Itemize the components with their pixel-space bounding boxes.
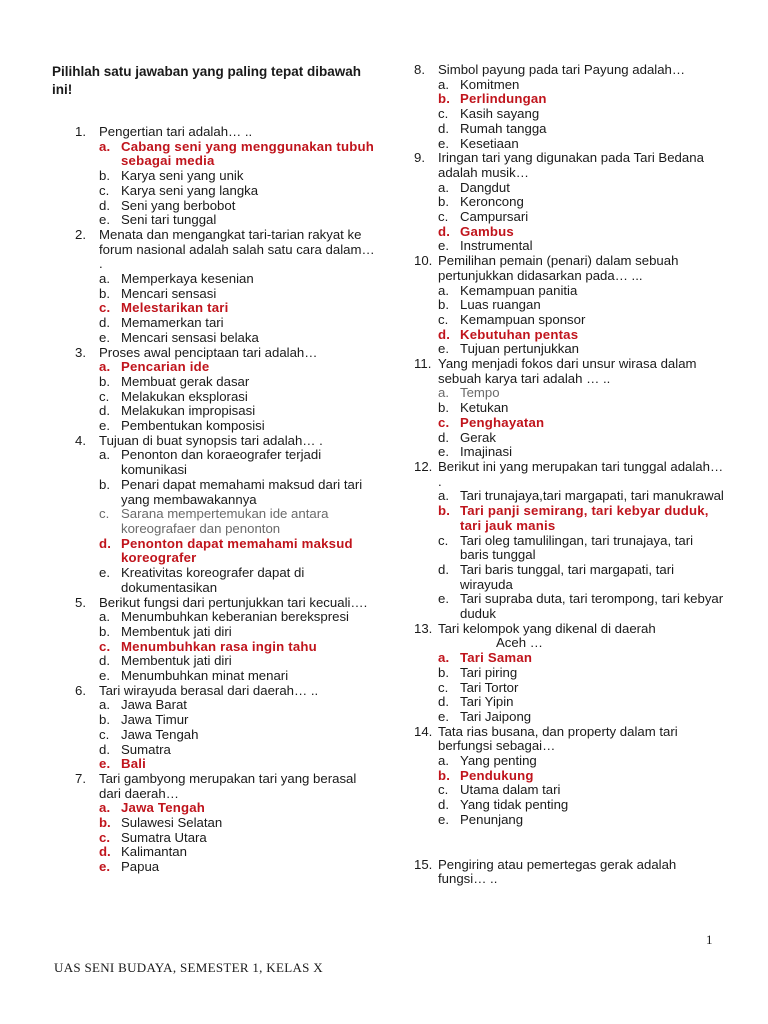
question-number: 9. [414, 150, 425, 166]
question-text: Yang menjadi fokos dari unsur wirasa dalam sebuah karya tari adalah … .. [438, 356, 697, 386]
option-text: Luas ruangan [460, 297, 541, 313]
option-letter: e. [438, 135, 449, 151]
option-letter: c. [99, 506, 110, 522]
page-number: 1 [706, 932, 713, 947]
question-block [414, 460, 724, 622]
question-row [414, 357, 724, 386]
option-text: Melakukan impropisasi [121, 403, 256, 419]
option-letter: a. [438, 179, 449, 195]
option [438, 386, 724, 401]
option-text: Seni yang berbobot [121, 197, 236, 213]
option-text: Tari trunajaya,tari margapati, tari manukrawal [460, 488, 724, 504]
option-text: Karya seni yang unik [121, 168, 244, 184]
option-letter: d. [438, 429, 449, 445]
question-block [414, 151, 724, 254]
spacer [414, 828, 724, 858]
option [438, 210, 724, 225]
option-letter: d. [99, 535, 112, 551]
option-letter: b. [438, 194, 449, 210]
question-number: 14. [414, 723, 433, 739]
option-text: Perlindungan [460, 91, 547, 107]
option [99, 610, 375, 625]
option-letter: e. [99, 212, 110, 228]
option [438, 195, 724, 210]
option-text: Dangdut [460, 179, 510, 195]
option [99, 213, 375, 228]
option [99, 272, 375, 287]
option-letter: e. [438, 708, 449, 724]
option-text: Tari Tortor [460, 679, 519, 695]
option-text: Rumah tangga [460, 120, 547, 136]
question-number: 12. [414, 458, 433, 474]
question-block [414, 357, 724, 460]
question-row [414, 858, 724, 887]
option-letter: e. [438, 811, 449, 827]
option-letter: b. [438, 400, 449, 416]
option [438, 710, 724, 725]
question-text: Pengiring atau pemertegas gerak adalah fungsi… .. [438, 856, 677, 887]
question-block [75, 346, 375, 434]
option [438, 239, 724, 254]
question-block [414, 254, 724, 357]
question-block [414, 622, 724, 725]
option-letter: e. [99, 756, 111, 772]
option-text: Sumatra Utara [121, 829, 207, 845]
question-text: Pemilihan pemain (penari) dalam sebuah pertunjukkan didasarkan pada… ... [438, 253, 679, 283]
answer-option [438, 92, 724, 107]
option [438, 445, 724, 460]
answer-option [99, 640, 375, 655]
option-text: Kebutuhan pentas [460, 326, 579, 342]
option-text: Menumbuhkan rasa ingin tahu [121, 638, 317, 654]
question-row [414, 460, 724, 489]
option [438, 431, 724, 446]
option-letter: b. [99, 476, 110, 492]
option [438, 681, 724, 696]
question-number: 7. [75, 770, 86, 786]
question-row [414, 254, 724, 283]
option [438, 122, 724, 137]
option-text: Tari supraba duta, tari terompong, tari kebyar duduk [460, 591, 724, 622]
left-question-column [75, 125, 375, 875]
option-text: Utama dalam tari [460, 782, 561, 798]
question-block [75, 434, 375, 596]
option-text: Sulawesi Selatan [121, 815, 223, 831]
answer-option [438, 769, 724, 784]
answer-option [99, 360, 375, 375]
option [99, 375, 375, 390]
question-text: Iringan tari yang digunakan pada Tari Bedana adalah musik… [438, 150, 704, 180]
question-row [75, 434, 375, 449]
option [99, 566, 375, 595]
option [99, 728, 375, 743]
option [438, 534, 724, 563]
answer-option [438, 504, 724, 533]
option-letter: e. [99, 859, 110, 875]
option-text: Gerak [460, 429, 496, 445]
option-letter: d. [99, 315, 110, 331]
answer-option [438, 225, 724, 240]
option-letter: b. [438, 297, 449, 313]
option-letter: e. [99, 668, 110, 684]
option [438, 137, 724, 152]
option-letter: b. [438, 664, 449, 680]
option-text: Mencari sensasi [121, 285, 217, 301]
option [99, 287, 375, 302]
option-letter: d. [438, 694, 449, 710]
question-number: 3. [75, 344, 86, 360]
question-text: Tari wirayuda berasal dari daerah… .. [99, 682, 319, 698]
option-text: Jawa Tengah [121, 800, 206, 816]
option-text: Sarana mempertemukan ide antara koreografaer dan penonton [121, 506, 329, 536]
option-text: Gambus [460, 223, 514, 239]
answer-option [99, 140, 375, 169]
question-row [75, 596, 375, 611]
option-text: Melakukan eksplorasi [121, 388, 248, 404]
option-text: Tari Saman [460, 650, 533, 666]
option-letter: d. [99, 653, 110, 669]
option [438, 181, 724, 196]
option [99, 478, 375, 507]
option-letter: c. [99, 726, 110, 742]
question-text: Pengertian tari adalah… .. [99, 124, 253, 139]
question-number: 8. [414, 62, 425, 77]
option-letter: b. [99, 623, 110, 639]
answer-option [99, 537, 375, 566]
option-letter: d. [99, 403, 110, 419]
option [438, 563, 724, 592]
option-text: Jawa Timur [121, 712, 189, 728]
option [99, 199, 375, 214]
option-letter: d. [99, 741, 110, 757]
question-row [414, 63, 724, 78]
option-text: Pencarian ide [121, 359, 210, 375]
option-letter: e. [99, 329, 110, 345]
option-letter: c. [438, 106, 449, 122]
question-block [414, 858, 724, 887]
option [99, 507, 375, 536]
option [438, 798, 724, 813]
question-text: Proses awal penciptaan tari adalah… [99, 344, 318, 360]
option [99, 816, 375, 831]
option-letter: c. [99, 182, 110, 198]
option [99, 860, 375, 875]
option-text: Tari Jaipong [460, 708, 532, 724]
option-text: Tari Yipin [460, 694, 514, 710]
option [438, 313, 724, 328]
question-number: 10. [414, 253, 433, 269]
option-text: Komitmen [460, 76, 520, 92]
question-number: 13. [414, 620, 433, 636]
option-letter: c. [99, 300, 111, 316]
option [438, 754, 724, 769]
option-text: Menumbuhkan minat menari [121, 668, 289, 684]
option [99, 448, 375, 477]
option-letter: e. [438, 341, 449, 357]
option [99, 184, 375, 199]
option-letter: c. [438, 209, 449, 225]
option-letter: a. [99, 138, 111, 154]
option-letter: d. [438, 223, 451, 239]
option [99, 316, 375, 331]
option-text: Seni tari tunggal [121, 212, 217, 228]
option-text: Campursari [460, 209, 529, 225]
question-row [75, 772, 375, 801]
question-text: Tata rias busana, dan property dalam tari berfungsi sebagai… [438, 723, 678, 754]
option-text: Kasih sayang [460, 106, 540, 122]
question-row [75, 125, 375, 140]
question-text-continued: Aceh … [496, 635, 543, 651]
option [438, 695, 724, 710]
option-text: Jawa Barat [121, 697, 187, 713]
question-row [414, 622, 724, 651]
option-letter: b. [99, 168, 110, 184]
question-row [75, 346, 375, 361]
option-text: Pendukung [460, 767, 534, 783]
option-text: Penari dapat memahami maksud dari tari yang membawakannya [121, 476, 363, 507]
answer-option [99, 801, 375, 816]
option [438, 783, 724, 798]
question-row [414, 151, 724, 180]
option [99, 169, 375, 184]
question-number: 1. [75, 124, 86, 139]
option-letter: a. [99, 359, 111, 375]
option [438, 489, 724, 504]
option-letter: b. [99, 815, 111, 831]
answer-option [99, 301, 375, 316]
option-text: Mencari sensasi belaka [121, 329, 259, 345]
option-text: Tari oleg tamulilingan, tari trunajaya, tari baris tunggal [460, 532, 694, 563]
option [99, 698, 375, 713]
option-letter: b. [438, 767, 451, 783]
option-letter: c. [438, 782, 449, 798]
option-text: Papua [121, 859, 160, 875]
option [438, 592, 724, 621]
option-letter: e. [99, 418, 110, 434]
option-letter: b. [99, 285, 110, 301]
option-text: Kemampuan panitia [460, 282, 578, 298]
option-text: Sumatra [121, 741, 171, 757]
option-letter: a. [438, 650, 450, 666]
option-text: Kemampuan sponsor [460, 311, 586, 327]
option-letter: b. [438, 91, 451, 107]
instruction: Pilihlah satu jawaban yang paling tepat dibawah ini! [52, 64, 362, 97]
option-text: Penunjang [460, 811, 524, 827]
option-letter: c. [438, 311, 449, 327]
option-letter: c. [438, 679, 449, 695]
option-letter: a. [99, 800, 111, 816]
option-text: Penonton dapat memahami maksud koreografer [121, 535, 353, 566]
answer-option [438, 328, 724, 343]
option-text: Keroncong [460, 194, 524, 210]
option [99, 419, 375, 434]
option-text: Tari piring [460, 664, 518, 680]
option-letter: d. [99, 197, 110, 213]
answer-option [438, 651, 724, 666]
question-number: 15. [414, 856, 433, 872]
option-text: Menumbuhkan keberanian berekspresi [121, 609, 349, 625]
option-letter: d. [438, 326, 451, 342]
option-letter: c. [99, 638, 111, 654]
option-letter: c. [99, 388, 110, 404]
answer-option [438, 416, 724, 431]
option-letter: b. [99, 712, 110, 728]
option-text: Jawa Tengah [121, 726, 199, 742]
option-letter: a. [438, 488, 449, 504]
question-block [75, 596, 375, 684]
option-letter: a. [438, 76, 449, 92]
question-text: Simbol payung pada tari Payung adalah… [438, 62, 686, 77]
option-letter: d. [438, 120, 449, 136]
option-letter: e. [438, 591, 449, 607]
option-text: Memamerkan tari [121, 315, 224, 331]
option [438, 298, 724, 313]
question-row [75, 684, 375, 699]
option [438, 107, 724, 122]
question-number: 2. [75, 226, 86, 242]
option-letter: a. [438, 282, 449, 298]
option [438, 813, 724, 828]
question-block [414, 63, 724, 151]
option [99, 404, 375, 419]
option-text: Membuat gerak dasar [121, 373, 250, 389]
option-letter: d. [438, 561, 449, 577]
option-letter: d. [99, 844, 111, 860]
question-number: 4. [75, 432, 86, 448]
option [99, 625, 375, 640]
question-row [414, 725, 724, 754]
option-letter: b. [99, 373, 110, 389]
question-block [75, 228, 375, 346]
option-text: Instrumental [460, 238, 533, 254]
option [438, 401, 724, 416]
question-number: 11. [414, 356, 432, 372]
option-letter: c. [99, 829, 110, 845]
option-text: Tempo [460, 385, 500, 401]
option-text: Penonton dan koraeografer terjadi komunikasi [121, 447, 322, 478]
option-text: Ketukan [460, 400, 509, 416]
option-text: Memperkaya kesenian [121, 271, 254, 287]
question-block [75, 772, 375, 875]
option-letter: e. [99, 565, 110, 581]
option-letter: a. [99, 447, 110, 463]
option-text: Tujuan pertunjukkan [460, 341, 580, 357]
option [438, 666, 724, 681]
question-number: 5. [75, 594, 86, 610]
option-text: Cabang seni yang menggunakan tubuh sebagai media [121, 138, 374, 169]
question-text: Tari gambyong merupakan tari yang berasal dari daerah… [99, 770, 357, 801]
question-block [414, 725, 724, 828]
option-letter: b. [438, 503, 451, 519]
option-text: Membentuk jati diri [121, 623, 232, 639]
option [99, 743, 375, 758]
option [99, 831, 375, 846]
option-text: Penghayatan [460, 414, 545, 430]
option-text: Bali [121, 756, 146, 772]
option-text: Tari baris tunggal, tari margapati, tari wirayuda [460, 561, 675, 592]
option-text: Yang tidak penting [460, 797, 569, 813]
option-letter: a. [99, 271, 110, 287]
option-text: Yang penting [460, 753, 537, 769]
option [99, 713, 375, 728]
option-text: Kesetiaan [460, 135, 519, 151]
footer-text: UAS SENI BUDAYA, SEMESTER 1, KELAS X [54, 960, 323, 975]
option [99, 331, 375, 346]
question-block [75, 125, 375, 228]
question-text: Berikut ini yang merupakan tari tunggal adalah… . [438, 458, 724, 489]
option-text: Kalimantan [121, 844, 187, 860]
question-text: Tari kelompok yang dikenal di daerah Aceh … [438, 620, 656, 651]
option [99, 669, 375, 684]
option-letter: e. [438, 444, 449, 460]
option [99, 390, 375, 405]
option-letter: a. [99, 609, 110, 625]
option [99, 845, 375, 860]
question-block [75, 684, 375, 772]
option [438, 78, 724, 93]
option-letter: a. [99, 697, 110, 713]
option-letter: e. [438, 238, 449, 254]
option-text: Pembentukan komposisi [121, 418, 265, 434]
option-letter: d. [438, 797, 449, 813]
option-text: Tari panji semirang, tari kebyar duduk, tari jauk manis [460, 503, 709, 533]
option-text: Kreativitas koreografer dapat di dokumentasikan [121, 565, 305, 595]
question-text: Berikut fungsi dari pertunjukkan tari kecuali…. [99, 594, 368, 610]
question-row [75, 228, 375, 272]
question-text: Tujuan di buat synopsis tari adalah… . [99, 432, 323, 448]
option-letter: a. [438, 385, 449, 401]
option-letter: a. [438, 753, 449, 769]
option-letter: c. [438, 532, 449, 548]
question-text: Menata dan mengangkat tari-tarian rakyat ke forum nasional adalah salah satu cara dalam… . [99, 226, 375, 272]
option [438, 284, 724, 299]
question-number: 6. [75, 682, 86, 698]
option-text: Karya seni yang langka [121, 182, 259, 198]
right-question-column [414, 63, 724, 887]
answer-option [99, 757, 375, 772]
option-letter: c. [438, 414, 450, 430]
option [99, 654, 375, 669]
option-text: Membentuk jati diri [121, 653, 232, 669]
option-text: Imajinasi [460, 444, 513, 460]
option-text: Melestarikan tari [121, 300, 229, 316]
option [438, 342, 724, 357]
